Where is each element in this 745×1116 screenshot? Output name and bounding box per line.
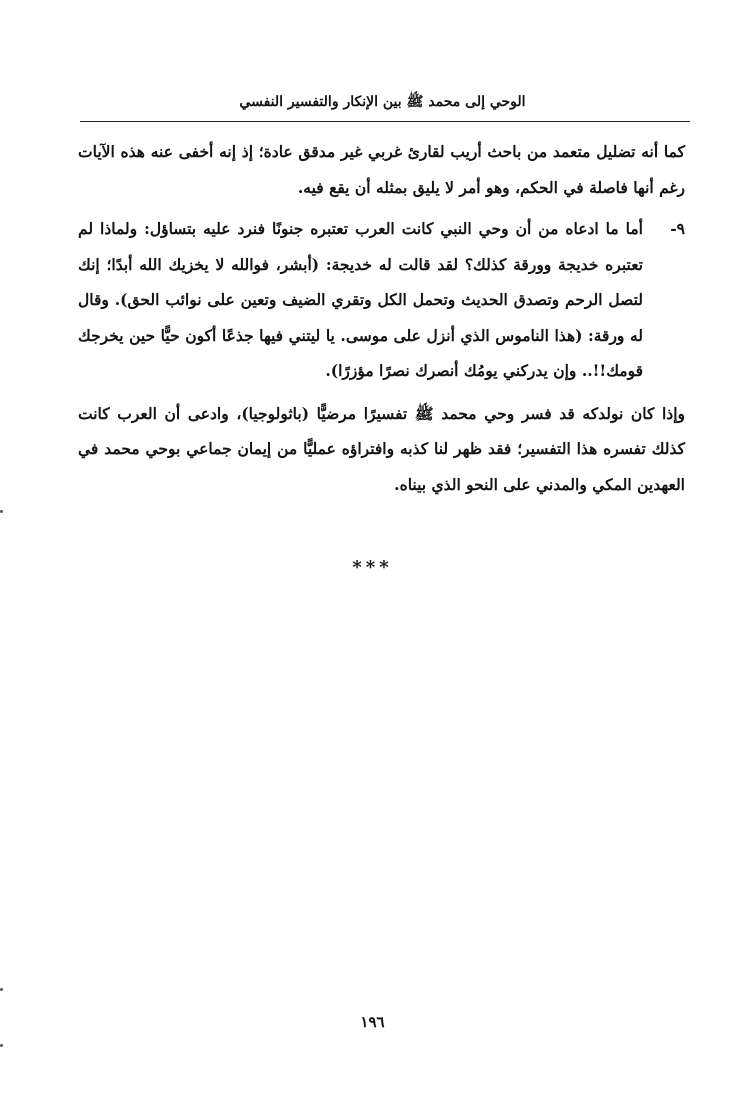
body-text — [78, 134, 685, 502]
numbered-item-9 — [78, 211, 685, 389]
scan-edge-mark — [0, 1044, 3, 1047]
header-rule — [80, 121, 690, 122]
running-header: الوحي إلى محمد ﷺ بين الإنكار والتفسير النفسي — [239, 94, 526, 110]
item-number: ٩- — [670, 219, 685, 238]
item-text: أما ما ادعاه من أن وحي النبي كانت العرب تعتبره جنونًا فنرد عليه بتساؤل: ولماذا لم تعتبره خديجة وورقة كذلك؟ لقد قالت له خديجة: (أبشر، فوالله لا يخزيك الله أبدًا؛ إنك لتصل الرحم وتصدق الحديث وتحمل الكل وتقري الضيف وتعين على نوائب الحق). وقال له ورقة: (هذا الناموس الذي أنزل على موسى. يا ليتني فيها جذعًا أكون حيًّا حين يخرجك قومك!!.. وإن يدركني يومُك أنصرك نصرًا مؤزرًا). — [78, 219, 643, 380]
paragraph-1: كما أنه تضليل متعمد من باحث أريب لقارئ غربي غير مدقق عادة؛ إذ إنه أخفى عنه هذه الآيات رغم أنها فاصلة في الحكم، وهو أمر لا يليق بمثله أن يقع فيه. — [78, 142, 685, 197]
scan-edge-mark — [0, 510, 3, 513]
scan-edge-mark — [0, 988, 3, 991]
paragraph-3: وإذا كان نولدكه قد فسر وحي محمد ﷺ تفسيرًا مرضيًّا (باثولوجيا)، وادعى أن العرب كانت كذلك تفسره هذا التفسير؛ فقد ظهر لنا كذبه وافتراؤه عمليًّا من إيمان جماعي بوحي محمد في العهدين المكي والمدني على النحو الذي بيناه. — [78, 403, 685, 494]
page-number: ١٩٦ — [360, 1013, 385, 1031]
section-separator: *** — [352, 557, 393, 578]
